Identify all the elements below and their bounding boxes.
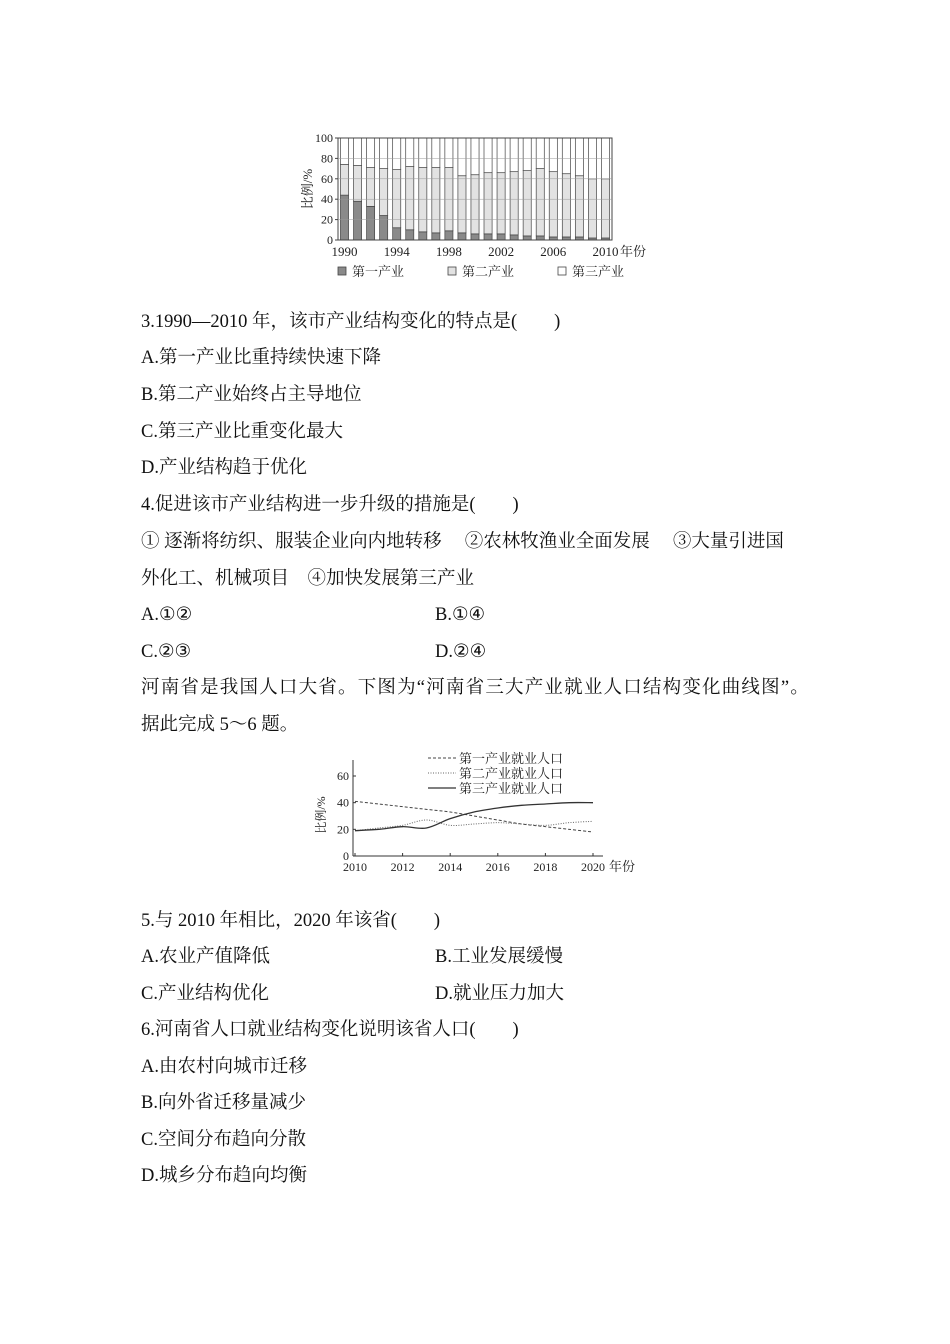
q5-option-c[interactable]: C.产业结构优化 — [141, 984, 269, 1004]
x-tick-label: 2020 — [581, 860, 605, 874]
legend-swatch — [338, 267, 346, 275]
bar-第三产业-2007 — [562, 138, 570, 174]
bar-第一产业-1999 — [458, 233, 466, 240]
bar-第二产业-2008 — [575, 176, 583, 237]
x-tick-label: 2012 — [390, 860, 415, 874]
q3-option-d[interactable]: D.产业结构趋于优化 — [141, 458, 307, 478]
x-tick-label: 2010 — [592, 244, 619, 259]
q5-option-a[interactable]: A.农业产值降低 — [141, 947, 270, 967]
bar-第二产业-2009 — [588, 179, 596, 238]
bar-第三产业-1997 — [432, 138, 440, 168]
y-tick-label: 20 — [337, 822, 349, 837]
bar-第二产业-2003 — [510, 172, 518, 235]
q6-stem: 6.河南省人口就业结构变化说明该省人口( ) — [141, 1020, 519, 1040]
x-tick-label: 1990 — [331, 244, 358, 259]
bar-第二产业-1996 — [419, 168, 427, 232]
legend-label: 第二产业 — [462, 264, 515, 279]
q6-option-d[interactable]: D.城乡分布趋向均衡 — [141, 1166, 307, 1186]
legend-label: 第三产业 — [572, 264, 625, 279]
employment-structure-line-chart — [310, 748, 650, 880]
legend-label: 第一产业就业人口 — [459, 751, 564, 766]
bar-第一产业-2004 — [523, 236, 531, 240]
x-tick-label: 2002 — [488, 244, 515, 259]
bar-第二产业-1997 — [432, 168, 440, 233]
q3-option-a[interactable]: A.第一产业比重持续快速下降 — [141, 348, 381, 368]
intro-line1: 河南省是我国人口大省。下图为“河南省三大产业就业人口结构变化曲线图”。 — [141, 678, 810, 698]
bar-第一产业-1992 — [367, 206, 375, 240]
y-tick-label: 40 — [337, 795, 349, 810]
x-tick-label: 2018 — [533, 860, 558, 874]
q4-statements-line2: 外化工、机械项目 ④加快发展第三产业 — [141, 569, 475, 589]
bar-第二产业-1990 — [340, 165, 348, 196]
bar-第二产业-2010 — [601, 179, 609, 238]
bar-第一产业-2003 — [510, 235, 518, 240]
bar-第一产业-1991 — [354, 201, 362, 240]
bar-第三产业-2006 — [549, 138, 557, 172]
bar-第二产业-2002 — [497, 173, 505, 234]
bar-第三产业-2000 — [471, 138, 479, 175]
x-tick-label: 2006 — [540, 244, 567, 259]
x-tick-label: 1998 — [435, 244, 462, 259]
q4-option-c[interactable]: C.②③ — [141, 642, 192, 662]
bar-第三产业-1998 — [445, 138, 453, 168]
industry-structure-bar-chart — [290, 128, 670, 288]
q5-option-b[interactable]: B.工业发展缓慢 — [435, 947, 563, 967]
bar-第一产业-1990 — [340, 195, 348, 240]
bar-第三产业-2005 — [536, 138, 544, 169]
bar-第二产业-2006 — [549, 172, 557, 237]
q3-option-b[interactable]: B.第二产业始终占主导地位 — [141, 385, 362, 405]
bar-第二产业-1995 — [406, 167, 414, 230]
bar-第一产业-1997 — [432, 233, 440, 240]
bar-第二产业-2004 — [523, 171, 531, 236]
bar-第二产业-1999 — [458, 176, 466, 233]
q4-option-b[interactable]: B.①④ — [435, 605, 486, 625]
y-tick-label: 80 — [321, 151, 333, 166]
bar-第三产业-1995 — [406, 138, 414, 167]
y-tick-label: 20 — [321, 212, 333, 227]
y-tick-label: 0 — [327, 233, 333, 247]
bar-第二产业-1992 — [367, 168, 375, 207]
bar-第三产业-1991 — [354, 138, 362, 166]
bar-第三产业-1996 — [419, 138, 427, 168]
legend-label: 第一产业 — [352, 264, 405, 279]
q6-option-c[interactable]: C.空间分布趋向分散 — [141, 1130, 306, 1150]
bar-第二产业-2000 — [471, 175, 479, 234]
bar-第一产业-2005 — [536, 236, 544, 240]
q3-stem: 3.1990—2010 年，该市产业结构变化的特点是( ) — [141, 312, 561, 332]
bar-第三产业-2002 — [497, 138, 505, 173]
x-tick-label: 2016 — [485, 860, 510, 874]
x-axis-label: 年份 — [620, 244, 647, 259]
q4-option-a[interactable]: A.①② — [141, 605, 193, 625]
x-tick-label: 1994 — [383, 244, 410, 259]
intro-line2: 据此完成 5～6 题。 — [141, 715, 299, 735]
y-tick-label: 40 — [321, 192, 333, 207]
q3-option-c[interactable]: C.第三产业比重变化最大 — [141, 422, 343, 442]
bar-第二产业-2007 — [562, 174, 570, 237]
legend-swatch — [558, 267, 566, 275]
series-line-第二产业就业人口 — [355, 820, 593, 831]
bar-第一产业-1995 — [406, 230, 414, 240]
bar-第三产业-2008 — [575, 138, 583, 176]
bar-第一产业-1994 — [393, 228, 401, 240]
y-tick-label: 0 — [343, 849, 349, 863]
bar-第三产业-1994 — [393, 138, 401, 170]
legend-swatch — [448, 267, 456, 275]
bar-第一产业-1996 — [419, 232, 427, 240]
bar-第一产业-2001 — [484, 234, 492, 240]
q4-stem: 4.促进该市产业结构进一步升级的措施是( ) — [141, 495, 519, 515]
q5-stem: 5.与 2010 年相比，2020 年该省( ) — [141, 911, 441, 931]
y-axis-label: 比例/% — [314, 796, 328, 834]
q6-option-a[interactable]: A.由农村向城市迁移 — [141, 1057, 307, 1077]
bar-第二产业-2001 — [484, 173, 492, 234]
bar-第三产业-2004 — [523, 138, 531, 171]
bar-第三产业-2001 — [484, 138, 492, 173]
q6-option-b[interactable]: B.向外省迁移量减少 — [141, 1093, 306, 1113]
bar-第二产业-1993 — [380, 169, 388, 216]
bar-第一产业-1993 — [380, 216, 388, 240]
y-tick-label: 60 — [337, 769, 349, 783]
legend-label: 第三产业就业人口 — [459, 781, 564, 796]
bar-第三产业-1999 — [458, 138, 466, 176]
bar-第三产业-1993 — [380, 138, 388, 169]
bar-第一产业-2002 — [497, 234, 505, 240]
y-tick-label: 100 — [315, 131, 333, 145]
legend-label: 第二产业就业人口 — [459, 766, 564, 781]
x-tick-label: 2014 — [438, 860, 463, 874]
y-tick-label: 60 — [321, 171, 333, 186]
q4-statements-line1: ① 逐渐将纺织、服装企业向内地转移 ②农林牧渔业全面发展 ③大量引进国 — [141, 532, 784, 552]
bar-第二产业-1991 — [354, 166, 362, 202]
bar-第一产业-2000 — [471, 234, 479, 240]
bar-第三产业-2003 — [510, 138, 518, 172]
bar-第三产业-1990 — [340, 138, 348, 165]
x-axis-label: 年份 — [609, 859, 636, 874]
bar-第三产业-1992 — [367, 138, 375, 168]
x-tick-label: 2010 — [343, 860, 367, 874]
bar-第二产业-1994 — [393, 170, 401, 228]
bar-第一产业-1998 — [445, 231, 453, 240]
y-axis-label: 比例/% — [300, 168, 315, 210]
q5-option-d[interactable]: D.就业压力加大 — [435, 984, 564, 1004]
q4-option-d[interactable]: D.②④ — [435, 642, 487, 662]
